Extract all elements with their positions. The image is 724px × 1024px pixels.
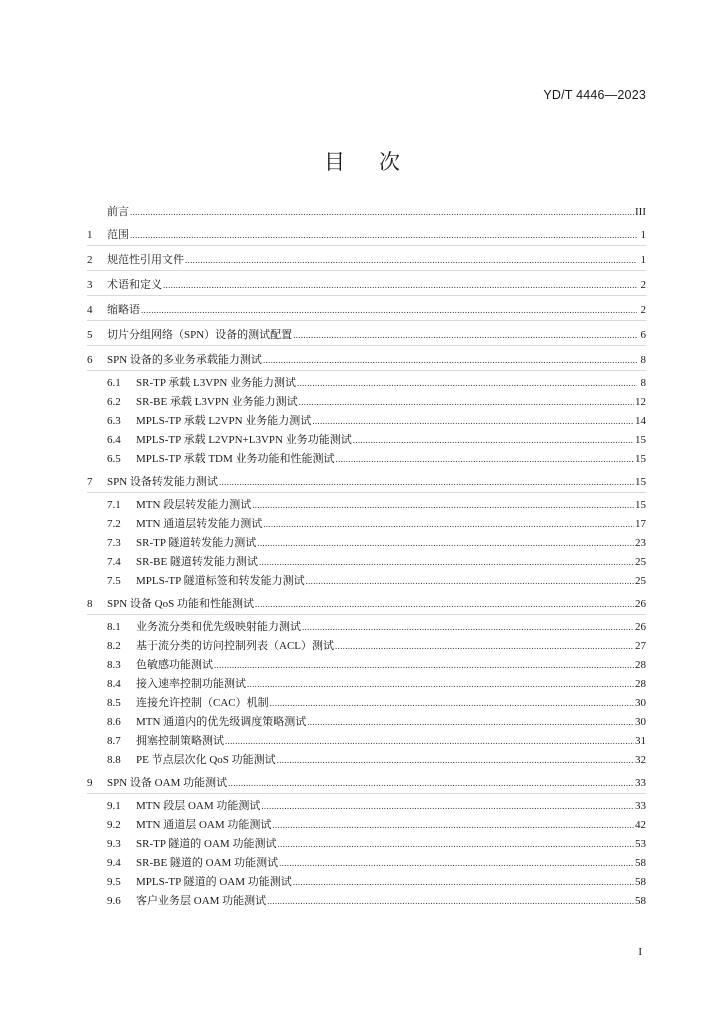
toc-entry-page: 31 xyxy=(635,735,646,747)
dot-leader xyxy=(353,433,634,447)
toc-entry[interactable] xyxy=(87,253,646,267)
toc-entry-page: 28 xyxy=(635,678,646,690)
toc-entry-number: 7 xyxy=(87,476,93,488)
toc-entry-page: 8 xyxy=(640,377,646,389)
toc-entry-label: MPLS-TP 承载 L2VPN 业务能力测试 xyxy=(136,415,312,427)
toc-entry-page: 6 xyxy=(640,329,646,341)
toc-entry[interactable] xyxy=(87,228,646,242)
toc-entry-label: MPLS-TP 隧道的 OAM 功能测试 xyxy=(136,876,292,888)
toc-entry-page: 33 xyxy=(635,777,646,789)
toc-entry-page: 25 xyxy=(635,556,646,568)
toc-entry[interactable] xyxy=(87,414,646,428)
toc-entry-number: 9.3 xyxy=(107,838,121,850)
toc-entry-page: 2 xyxy=(640,304,646,316)
toc-entry-label: SPN 设备转发能力测试 xyxy=(107,476,218,488)
dot-leader xyxy=(214,658,634,672)
toc-entry-page: 53 xyxy=(635,838,646,850)
dot-leader xyxy=(307,715,634,729)
toc-entry-number: 8.8 xyxy=(107,754,121,766)
toc-entry-number: 6.5 xyxy=(107,453,121,465)
toc-entry-number: 8.3 xyxy=(107,659,121,671)
toc-divider xyxy=(87,320,646,321)
toc-divider xyxy=(87,370,646,371)
toc-entry[interactable] xyxy=(87,517,646,531)
toc-entry-number: 8.7 xyxy=(107,735,121,747)
toc-entry[interactable] xyxy=(87,278,646,292)
toc-divider xyxy=(87,245,646,246)
toc-entry-number: 7.1 xyxy=(107,499,121,511)
toc-entry[interactable] xyxy=(87,475,646,489)
toc-entry-label: 术语和定义 xyxy=(107,279,162,291)
toc-entry-number: 1 xyxy=(87,229,93,241)
toc-entry-number: 7.2 xyxy=(107,518,121,530)
toc-entry-label: 切片分组网络（SPN）设备的测试配置 xyxy=(107,329,293,341)
toc-entry-page: 8 xyxy=(640,354,646,366)
toc-entry[interactable] xyxy=(87,555,646,569)
toc-entry-label: MTN 通道层 OAM 功能测试 xyxy=(136,819,272,831)
toc-entry-label: PE 节点层次化 QoS 功能测试 xyxy=(136,754,276,766)
toc-entry-page: 30 xyxy=(635,697,646,709)
toc-entry-page: 1 xyxy=(640,229,646,241)
toc-entry-label: 规范性引用文件 xyxy=(107,254,184,266)
toc-entry[interactable] xyxy=(87,536,646,550)
toc-entry-page: 26 xyxy=(635,621,646,633)
toc-entry-number: 9.1 xyxy=(107,800,121,812)
toc-entry-page: 42 xyxy=(635,819,646,831)
toc-entry-number: 3 xyxy=(87,279,93,291)
toc-entry-label: SPN 设备 QoS 功能和性能测试 xyxy=(107,598,254,610)
toc-divider xyxy=(87,270,646,271)
dot-leader xyxy=(263,353,637,367)
toc-entry-number: 8.2 xyxy=(107,640,121,652)
dot-leader xyxy=(293,875,634,889)
dot-leader xyxy=(130,228,637,242)
toc-entry-number: 9.4 xyxy=(107,857,121,869)
dot-leader xyxy=(261,799,634,813)
dot-leader xyxy=(255,597,634,611)
toc-entry[interactable] xyxy=(87,734,646,748)
dot-leader xyxy=(270,696,634,710)
toc-entry-number: 9.5 xyxy=(107,876,121,888)
toc-entry[interactable] xyxy=(87,753,646,767)
dot-leader xyxy=(252,498,634,512)
toc-entry[interactable] xyxy=(87,376,646,390)
toc-entry-page: 15 xyxy=(635,476,646,488)
toc-entry-page: 27 xyxy=(635,640,646,652)
toc-entry-label: 拥塞控制策略测试 xyxy=(136,735,224,747)
toc-entry-page: 14 xyxy=(635,415,646,427)
toc-entry-label: SR-TP 承载 L3VPN 业务能力测试 xyxy=(136,377,297,389)
page-number: I xyxy=(638,946,642,958)
toc-entry-number: 8.5 xyxy=(107,697,121,709)
dot-leader xyxy=(163,278,637,292)
toc-entry[interactable] xyxy=(87,715,646,729)
toc-entry-page: 58 xyxy=(635,895,646,907)
toc-entry-label: 业务流分类和优先级映射能力测试 xyxy=(136,621,301,633)
dot-leader xyxy=(299,395,634,409)
dot-leader xyxy=(297,376,637,390)
toc-entry-label: MPLS-TP 隧道标签和转发能力测试 xyxy=(136,575,305,587)
toc-entry[interactable] xyxy=(87,856,646,870)
toc-entry-label: SR-BE 隧道的 OAM 功能测试 xyxy=(136,857,279,869)
toc-entry[interactable] xyxy=(87,658,646,672)
dot-leader xyxy=(225,734,634,748)
toc-entry[interactable] xyxy=(87,597,646,611)
toc-entry-number: 9.2 xyxy=(107,819,121,831)
toc-entry[interactable] xyxy=(87,677,646,691)
toc-divider xyxy=(87,492,646,493)
toc-entry-page: 17 xyxy=(635,518,646,530)
toc-entry-number: 8.1 xyxy=(107,621,121,633)
toc-entry[interactable] xyxy=(87,837,646,851)
toc-entry[interactable] xyxy=(87,353,646,367)
toc-entry-label: 客户业务层 OAM 功能测试 xyxy=(136,895,267,907)
toc-entry-label: SR-TP 隧道的 OAM 功能测试 xyxy=(136,838,277,850)
toc-entry-label: 基于流分类的访问控制列表（ACL）测试 xyxy=(136,640,334,652)
toc-entry-label: MTN 段层 OAM 功能测试 xyxy=(136,800,261,812)
dot-leader xyxy=(312,414,634,428)
toc-divider xyxy=(87,295,646,296)
toc-entry-page: 26 xyxy=(635,598,646,610)
toc-entry[interactable] xyxy=(87,498,646,512)
toc-entry-number: 5 xyxy=(87,329,93,341)
toc-entry-number: 8 xyxy=(87,598,93,610)
toc-entry-label: MTN 通道层转发能力测试 xyxy=(136,518,263,530)
toc-entry-label: MTN 段层转发能力测试 xyxy=(136,499,252,511)
dot-leader xyxy=(259,555,634,569)
toc-entry-page: 15 xyxy=(635,499,646,511)
dot-leader xyxy=(228,776,634,790)
table-of-contents xyxy=(87,205,646,908)
toc-entry-label: SR-BE 隧道转发能力测试 xyxy=(136,556,258,568)
toc-entry-number: 2 xyxy=(87,254,93,266)
toc-entry-label: MPLS-TP 承载 TDM 业务功能和性能测试 xyxy=(136,453,335,465)
toc-entry[interactable] xyxy=(87,328,646,342)
toc-entry-page: 15 xyxy=(635,453,646,465)
toc-entry[interactable] xyxy=(87,205,646,219)
dot-leader xyxy=(293,328,637,342)
toc-entry-page: 33 xyxy=(635,800,646,812)
page-title: 目次 xyxy=(324,150,434,174)
dot-leader xyxy=(130,205,634,219)
dot-leader xyxy=(279,856,634,870)
toc-entry-label: MPLS-TP 承载 L2VPN+L3VPN 业务功能测试 xyxy=(136,434,352,446)
toc-entry-number: 6 xyxy=(87,354,93,366)
toc-entry[interactable] xyxy=(87,639,646,653)
toc-entry[interactable] xyxy=(87,776,646,790)
toc-entry-page: 2 xyxy=(640,279,646,291)
toc-entry[interactable] xyxy=(87,696,646,710)
dot-leader xyxy=(277,837,634,851)
dot-leader xyxy=(335,639,634,653)
dot-leader xyxy=(336,452,634,466)
toc-entry[interactable] xyxy=(87,620,646,634)
toc-entry-page: 30 xyxy=(635,716,646,728)
toc-entry-number: 7.5 xyxy=(107,575,121,587)
toc-entry-label: 缩略语 xyxy=(107,304,140,316)
toc-entry-number: 9.6 xyxy=(107,895,121,907)
toc-entry[interactable] xyxy=(87,799,646,813)
toc-divider xyxy=(87,345,646,346)
toc-entry-number: 6.1 xyxy=(107,377,121,389)
toc-entry-number: 4 xyxy=(87,304,93,316)
toc-entry-page: III xyxy=(635,206,646,218)
toc-divider xyxy=(87,614,646,615)
toc-entry[interactable] xyxy=(87,452,646,466)
toc-entry-label: SR-BE 承载 L3VPN 业务能力测试 xyxy=(136,396,298,408)
toc-entry[interactable] xyxy=(87,433,646,447)
toc-entry[interactable] xyxy=(87,395,646,409)
toc-entry-number: 7.4 xyxy=(107,556,121,568)
toc-entry[interactable] xyxy=(87,818,646,832)
toc-entry-number: 6.4 xyxy=(107,434,121,446)
toc-entry-label: 接入速率控制功能测试 xyxy=(136,678,246,690)
toc-entry-number: 6.2 xyxy=(107,396,121,408)
dot-leader xyxy=(306,574,634,588)
toc-entry-page: 15 xyxy=(635,434,646,446)
toc-entry-label: 连接允许控制（CAC）机制 xyxy=(136,697,269,709)
toc-entry-number: 8.6 xyxy=(107,716,121,728)
toc-entry-number: 9 xyxy=(87,777,93,789)
toc-entry-label: SPN 设备 OAM 功能测试 xyxy=(107,777,228,789)
toc-entry-page: 25 xyxy=(635,575,646,587)
toc-entry-page: 12 xyxy=(635,396,646,408)
dot-leader xyxy=(263,517,634,531)
dot-leader xyxy=(277,753,634,767)
document-code: YD/T 4446—2023 xyxy=(543,88,646,102)
dot-leader xyxy=(267,894,634,908)
toc-entry-page: 32 xyxy=(635,754,646,766)
dot-leader xyxy=(141,303,637,317)
toc-entry-page: 23 xyxy=(635,537,646,549)
toc-entry[interactable] xyxy=(87,574,646,588)
toc-entry[interactable] xyxy=(87,894,646,908)
dot-leader xyxy=(185,253,637,267)
toc-entry-number: 7.3 xyxy=(107,537,121,549)
toc-entry-label: SR-TP 隧道转发能力测试 xyxy=(136,537,257,549)
toc-entry[interactable] xyxy=(87,303,646,317)
toc-entry-label: 色敏感功能测试 xyxy=(136,659,213,671)
toc-entry[interactable] xyxy=(87,875,646,889)
toc-entry-page: 58 xyxy=(635,857,646,869)
toc-entry-page: 28 xyxy=(635,659,646,671)
toc-entry-label: 前言 xyxy=(107,206,129,218)
toc-entry-label: 范围 xyxy=(107,229,129,241)
toc-entry-label: SPN 设备的多业务承载能力测试 xyxy=(107,354,262,366)
dot-leader xyxy=(302,620,634,634)
dot-leader xyxy=(219,475,634,489)
toc-entry-number: 8.4 xyxy=(107,678,121,690)
dot-leader xyxy=(257,536,634,550)
dot-leader xyxy=(247,677,634,691)
toc-divider xyxy=(87,793,646,794)
dot-leader xyxy=(272,818,634,832)
toc-entry-label: MTN 通道内的优先级调度策略测试 xyxy=(136,716,307,728)
toc-entry-page: 1 xyxy=(640,254,646,266)
toc-entry-page: 58 xyxy=(635,876,646,888)
toc-entry-number: 6.3 xyxy=(107,415,121,427)
